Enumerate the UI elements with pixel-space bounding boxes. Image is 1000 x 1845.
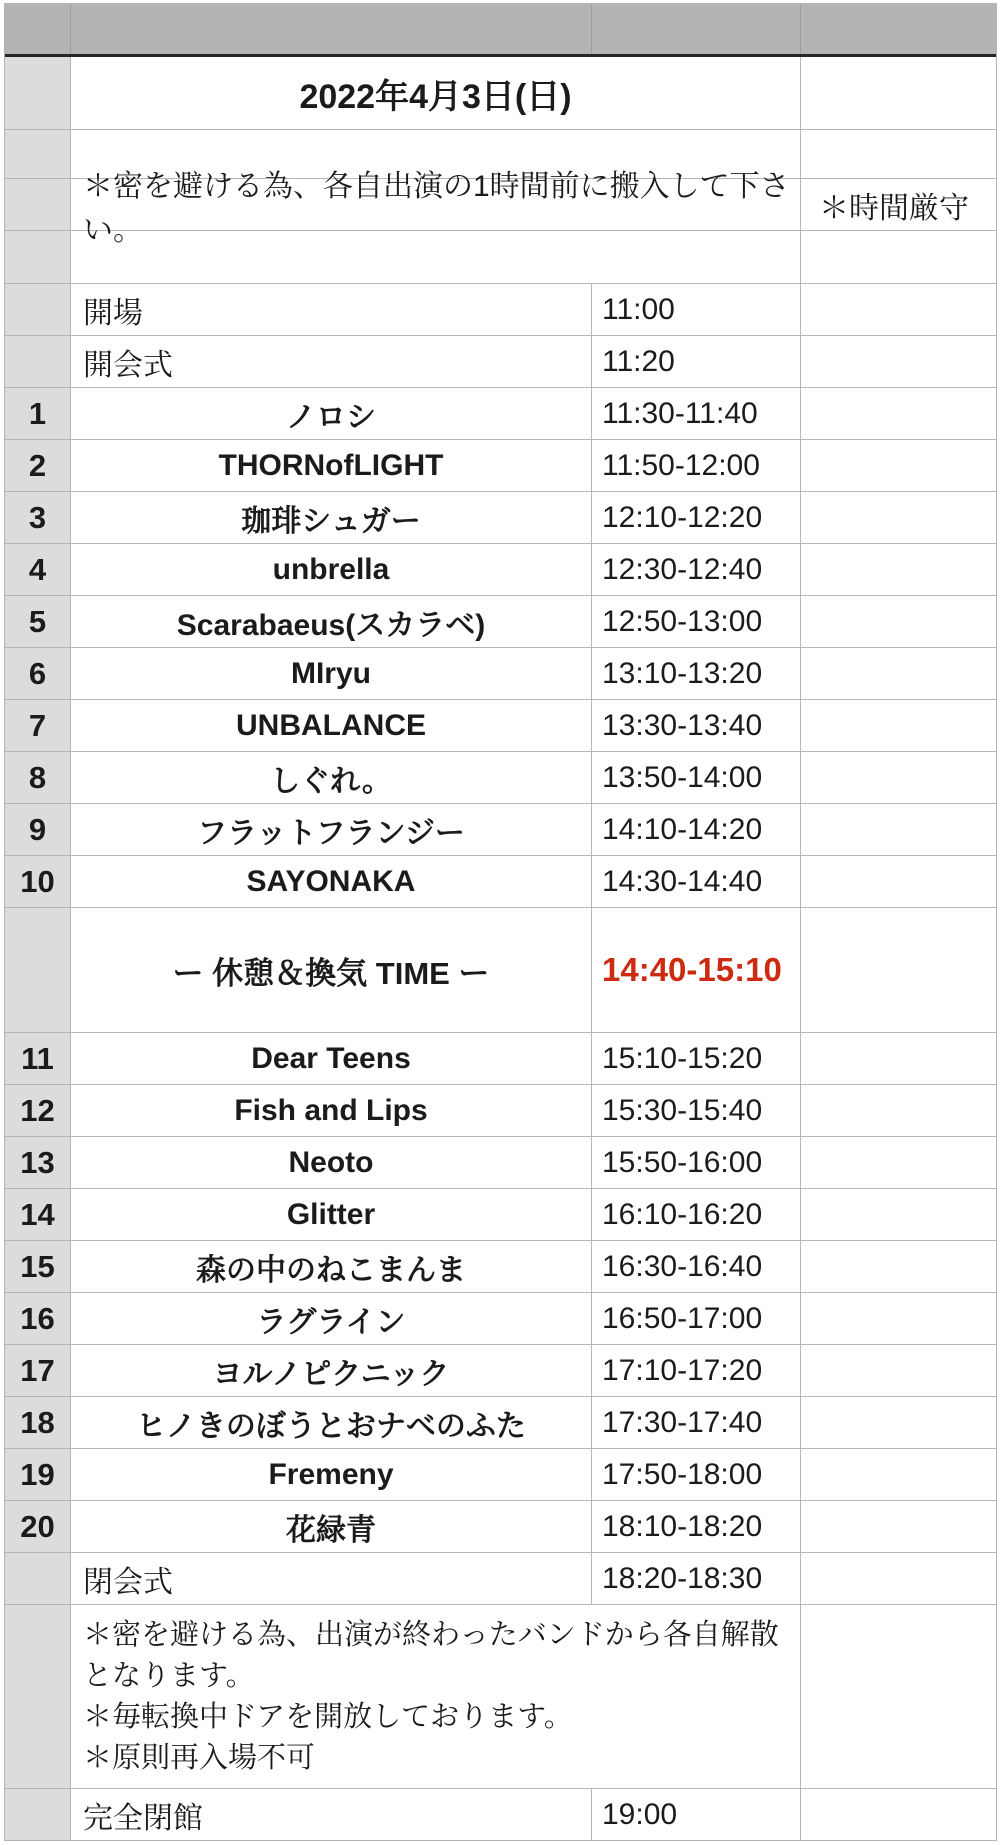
band-name: THORNofLIGHT	[218, 448, 444, 482]
band-number: 12	[20, 1092, 55, 1128]
band-name: ヒノきのぼうとおナベのふた	[136, 1409, 526, 1443]
header-cell-times[interactable]	[592, 4, 801, 54]
cell-row-header[interactable]	[5, 1605, 71, 1788]
cell-band-name[interactable]	[71, 1085, 592, 1136]
cell-row-header[interactable]	[5, 908, 71, 1032]
cell-event-label[interactable]	[71, 336, 592, 387]
band-time: 15:50-16:00	[602, 1145, 763, 1179]
row-notice	[5, 169, 996, 247]
band-number: 18	[20, 1404, 55, 1440]
row-date-title	[5, 57, 996, 130]
band-row	[5, 544, 996, 596]
break-label: ー 休憩＆換気 TIME ー	[172, 955, 490, 991]
band-name: Dear Teens	[251, 1041, 411, 1075]
cell-extra[interactable]	[801, 1449, 996, 1500]
cell-band-name[interactable]	[71, 440, 592, 491]
cell-event-label[interactable]	[71, 1553, 592, 1604]
bottom-note: ＊毎転換中ドアを開放しております。	[83, 1700, 573, 1733]
band-number: 4	[28, 551, 47, 587]
band-name: Fremeny	[268, 1457, 394, 1491]
event-time: 11:20	[602, 344, 675, 378]
cell-extra[interactable]	[801, 130, 996, 178]
band-number: 20	[20, 1508, 55, 1544]
band-number: 15	[20, 1248, 55, 1284]
header-cell-extra[interactable]	[801, 4, 996, 54]
band-row	[5, 596, 996, 648]
band-time: 15:10-15:20	[602, 1041, 763, 1075]
cell-row-header[interactable]	[5, 284, 71, 335]
band-row	[5, 648, 996, 700]
cell-band-number[interactable]	[5, 1345, 71, 1396]
cell-band-number[interactable]	[5, 1033, 71, 1084]
band-row	[5, 804, 996, 856]
cell-event-time[interactable]	[592, 284, 801, 335]
cell-extra[interactable]	[801, 440, 996, 491]
bottom-note: ＊密を避ける為、出演が終わったバンドから各自解散となります。	[83, 1618, 779, 1692]
cell-band-time[interactable]	[592, 492, 801, 543]
cell-band-number[interactable]	[5, 700, 71, 751]
cell-band-name[interactable]	[71, 596, 592, 647]
bottom-note: ＊原則再入場不可	[83, 1741, 316, 1774]
cell-band-number[interactable]	[5, 1137, 71, 1188]
cell-extra[interactable]	[801, 1241, 996, 1292]
cell-band-time[interactable]	[592, 700, 801, 751]
cell-band-time[interactable]	[592, 1397, 801, 1448]
cell-extra[interactable]	[801, 1189, 996, 1240]
band-row	[5, 856, 996, 908]
cell-band-time[interactable]	[592, 1085, 801, 1136]
band-name: Fish and Lips	[234, 1093, 428, 1127]
cell-event-label[interactable]	[71, 284, 592, 335]
cell-band-time[interactable]	[592, 544, 801, 595]
band-name: ヨルノピクニック	[212, 1357, 450, 1391]
cell-notice-side[interactable]	[801, 179, 996, 230]
band-time: 17:50-18:00	[602, 1457, 763, 1491]
cell-extra[interactable]	[801, 596, 996, 647]
band-time: 12:30-12:40	[602, 552, 763, 586]
cell-extra[interactable]	[801, 1345, 996, 1396]
cell-band-time[interactable]	[592, 752, 801, 803]
band-rows-first-half	[5, 388, 996, 908]
cell-band-name[interactable]	[71, 752, 592, 803]
band-time: 11:50-12:00	[602, 448, 760, 482]
band-name: ノロシ	[286, 400, 376, 434]
cell-band-time[interactable]	[592, 1137, 801, 1188]
cell-band-name[interactable]	[71, 1345, 592, 1396]
cell-band-name[interactable]	[71, 492, 592, 543]
band-number: 3	[28, 499, 47, 535]
column-header-strip	[5, 4, 996, 57]
cell-band-name[interactable]	[71, 1449, 592, 1500]
cell-extra[interactable]	[801, 856, 996, 907]
cell-extra[interactable]	[801, 1553, 996, 1604]
cell-extra[interactable]	[801, 1085, 996, 1136]
cell-row-header[interactable]	[5, 231, 71, 283]
band-row	[5, 388, 996, 440]
cell-event-label[interactable]	[71, 1789, 592, 1840]
cell-band-time[interactable]	[592, 1189, 801, 1240]
band-number: 16	[20, 1300, 55, 1336]
cell-band-time[interactable]	[592, 1449, 801, 1500]
band-name: 花緑青	[286, 1513, 376, 1547]
band-time: 13:50-14:00	[602, 760, 763, 794]
band-row	[5, 1137, 996, 1189]
cell-empty[interactable]	[71, 231, 801, 283]
cell-band-name[interactable]	[71, 648, 592, 699]
band-time: 14:30-14:40	[602, 864, 763, 898]
cell-band-number[interactable]	[5, 1501, 71, 1552]
band-row	[5, 1189, 996, 1241]
cell-band-number[interactable]	[5, 804, 71, 855]
cell-event-time[interactable]	[592, 336, 801, 387]
schedule-table	[4, 3, 997, 1841]
cell-extra[interactable]	[801, 57, 996, 129]
cell-extra[interactable]	[801, 648, 996, 699]
band-name: MIryu	[290, 656, 371, 690]
cell-band-name[interactable]	[71, 856, 592, 907]
band-row	[5, 492, 996, 544]
cell-band-number[interactable]	[5, 1189, 71, 1240]
cell-band-number[interactable]	[5, 596, 71, 647]
band-row	[5, 1345, 996, 1397]
cell-band-number[interactable]	[5, 1397, 71, 1448]
band-time: 14:10-14:20	[602, 812, 763, 846]
cell-extra[interactable]	[801, 752, 996, 803]
band-row	[5, 440, 996, 492]
cell-extra[interactable]	[801, 908, 996, 1032]
band-number: 10	[20, 863, 55, 899]
cell-extra[interactable]	[801, 804, 996, 855]
cell-notice-main[interactable]	[71, 169, 801, 247]
band-row	[5, 752, 996, 804]
band-row	[5, 1033, 996, 1085]
event-label: 閉会式	[83, 1565, 173, 1599]
band-number: 2	[28, 447, 47, 483]
band-name: Glitter	[286, 1197, 376, 1231]
cell-break-label[interactable]	[71, 908, 592, 1032]
cell-row-header[interactable]	[5, 1789, 71, 1840]
cell-band-number[interactable]	[5, 1085, 71, 1136]
notice-main: ＊密を避ける為、各自出演の1時間前に搬入して下さい。	[83, 169, 790, 247]
cell-row-header[interactable]	[5, 130, 71, 178]
cell-band-time[interactable]	[592, 596, 801, 647]
cell-extra[interactable]	[801, 700, 996, 751]
band-number: 19	[20, 1456, 55, 1492]
band-number: 14	[20, 1196, 55, 1232]
cell-band-number[interactable]	[5, 1449, 71, 1500]
cell-band-number[interactable]	[5, 1241, 71, 1292]
cell-band-name[interactable]	[71, 1137, 592, 1188]
band-row	[5, 1449, 996, 1501]
cell-band-number[interactable]	[5, 492, 71, 543]
cell-band-time[interactable]	[592, 856, 801, 907]
band-time: 11:30-11:40	[602, 396, 758, 430]
cell-band-number[interactable]	[5, 544, 71, 595]
cell-band-time[interactable]	[592, 1293, 801, 1344]
cell-band-name[interactable]	[71, 544, 592, 595]
row-closing-ceremony	[5, 1553, 996, 1605]
band-time: 12:10-12:20	[602, 500, 763, 534]
band-row	[5, 1293, 996, 1345]
cell-extra[interactable]	[801, 1605, 996, 1788]
cell-extra[interactable]	[801, 1501, 996, 1552]
band-name: Neoto	[288, 1145, 374, 1179]
cell-row-header[interactable]	[5, 336, 71, 387]
band-name: unbrella	[272, 552, 390, 586]
header-cell-names[interactable]	[71, 4, 592, 54]
band-time: 17:30-17:40	[602, 1405, 763, 1439]
cell-band-number[interactable]	[5, 648, 71, 699]
row-break-time	[5, 908, 996, 1033]
cell-extra[interactable]	[801, 1137, 996, 1188]
band-number: 6	[28, 655, 47, 691]
band-time: 16:50-17:00	[602, 1301, 763, 1335]
event-time: 18:20-18:30	[602, 1561, 763, 1595]
band-name: ラグライン	[256, 1305, 406, 1339]
cell-band-name[interactable]	[71, 700, 592, 751]
cell-event-time[interactable]	[592, 1553, 801, 1604]
band-time: 16:10-16:20	[602, 1197, 763, 1231]
cell-bottom-notes[interactable]	[71, 1605, 801, 1788]
cell-band-name[interactable]	[71, 1501, 592, 1552]
band-number: 17	[20, 1352, 55, 1388]
band-number: 1	[28, 395, 47, 431]
band-number: 11	[21, 1040, 54, 1076]
cell-extra[interactable]	[801, 336, 996, 387]
row-final-close	[5, 1789, 996, 1841]
cell-band-name[interactable]	[71, 388, 592, 439]
cell-extra[interactable]	[801, 231, 996, 283]
band-number: 13	[20, 1144, 55, 1180]
cell-band-name[interactable]	[71, 1241, 592, 1292]
cell-extra[interactable]	[801, 492, 996, 543]
band-name: しぐれ。	[270, 764, 392, 798]
band-name: 珈琲シュガー	[241, 504, 421, 538]
row-bottom-notes	[5, 1605, 996, 1789]
header-cell-row-numbers[interactable]	[5, 4, 71, 54]
event-label: 開会式	[83, 348, 173, 382]
cell-band-number[interactable]	[5, 388, 71, 439]
event-time: 11:00	[602, 292, 675, 326]
band-time: 16:30-16:40	[602, 1249, 763, 1283]
cell-band-time[interactable]	[592, 648, 801, 699]
event-label: 完全閉館	[83, 1801, 203, 1835]
cell-extra[interactable]	[801, 1789, 996, 1840]
cell-band-time[interactable]	[592, 1345, 801, 1396]
break-time: 14:40-15:10	[602, 951, 782, 988]
band-number: 7	[28, 707, 47, 743]
band-rows-second-half	[5, 1033, 996, 1553]
cell-row-header[interactable]	[5, 179, 71, 230]
cell-extra[interactable]	[801, 284, 996, 335]
cell-extra[interactable]	[801, 388, 996, 439]
cell-extra[interactable]	[801, 1293, 996, 1344]
cell-band-name[interactable]	[71, 1189, 592, 1240]
event-time: 19:00	[602, 1797, 678, 1831]
band-time: 15:30-15:40	[602, 1093, 763, 1127]
cell-band-time[interactable]	[592, 1241, 801, 1292]
band-name: フラットフランジー	[197, 816, 465, 850]
band-time: 17:10-17:20	[602, 1353, 763, 1387]
band-row	[5, 1501, 996, 1553]
band-name: Scarabaeus(スカラベ)	[176, 608, 486, 642]
band-row	[5, 1085, 996, 1137]
band-number: 5	[28, 603, 47, 639]
band-time: 13:10-13:20	[602, 656, 763, 690]
row-opening-ceremony	[5, 336, 996, 388]
cell-row-header[interactable]	[5, 1553, 71, 1604]
band-time: 18:10-18:20	[602, 1509, 763, 1543]
cell-band-name[interactable]	[71, 804, 592, 855]
cell-extra[interactable]	[801, 1033, 996, 1084]
cell-extra[interactable]	[801, 544, 996, 595]
cell-band-time[interactable]	[592, 804, 801, 855]
band-number: 9	[28, 811, 47, 847]
cell-break-time[interactable]	[592, 908, 801, 1032]
band-row	[5, 1397, 996, 1449]
row-empty	[5, 231, 996, 284]
band-time: 13:30-13:40	[602, 708, 763, 742]
band-number: 8	[28, 759, 47, 795]
band-row	[5, 700, 996, 752]
cell-band-name[interactable]	[71, 1293, 592, 1344]
cell-band-number[interactable]	[5, 440, 71, 491]
band-name: UNBALANCE	[236, 708, 426, 742]
cell-band-time[interactable]	[592, 1033, 801, 1084]
event-label: 開場	[83, 296, 143, 330]
cell-date-title[interactable]	[71, 57, 801, 129]
row-doors-open	[5, 284, 996, 336]
cell-band-time[interactable]	[592, 1501, 801, 1552]
cell-band-name[interactable]	[71, 1397, 592, 1448]
band-name: 森の中のねこまんま	[196, 1253, 466, 1287]
band-row	[5, 1241, 996, 1293]
cell-band-number[interactable]	[5, 1293, 71, 1344]
cell-band-time[interactable]	[592, 388, 801, 439]
notice-side: ＊時間厳守	[819, 191, 969, 225]
band-name: SAYONAKA	[246, 864, 416, 898]
cell-band-number[interactable]	[5, 752, 71, 803]
cell-band-name[interactable]	[71, 1033, 592, 1084]
cell-event-time[interactable]	[592, 1789, 801, 1840]
cell-band-number[interactable]	[5, 856, 71, 907]
date-title: 2022年4月3日(日)	[299, 77, 572, 116]
cell-band-time[interactable]	[592, 440, 801, 491]
band-time: 12:50-13:00	[602, 604, 763, 638]
cell-extra[interactable]	[801, 1397, 996, 1448]
cell-row-header[interactable]	[5, 57, 71, 129]
